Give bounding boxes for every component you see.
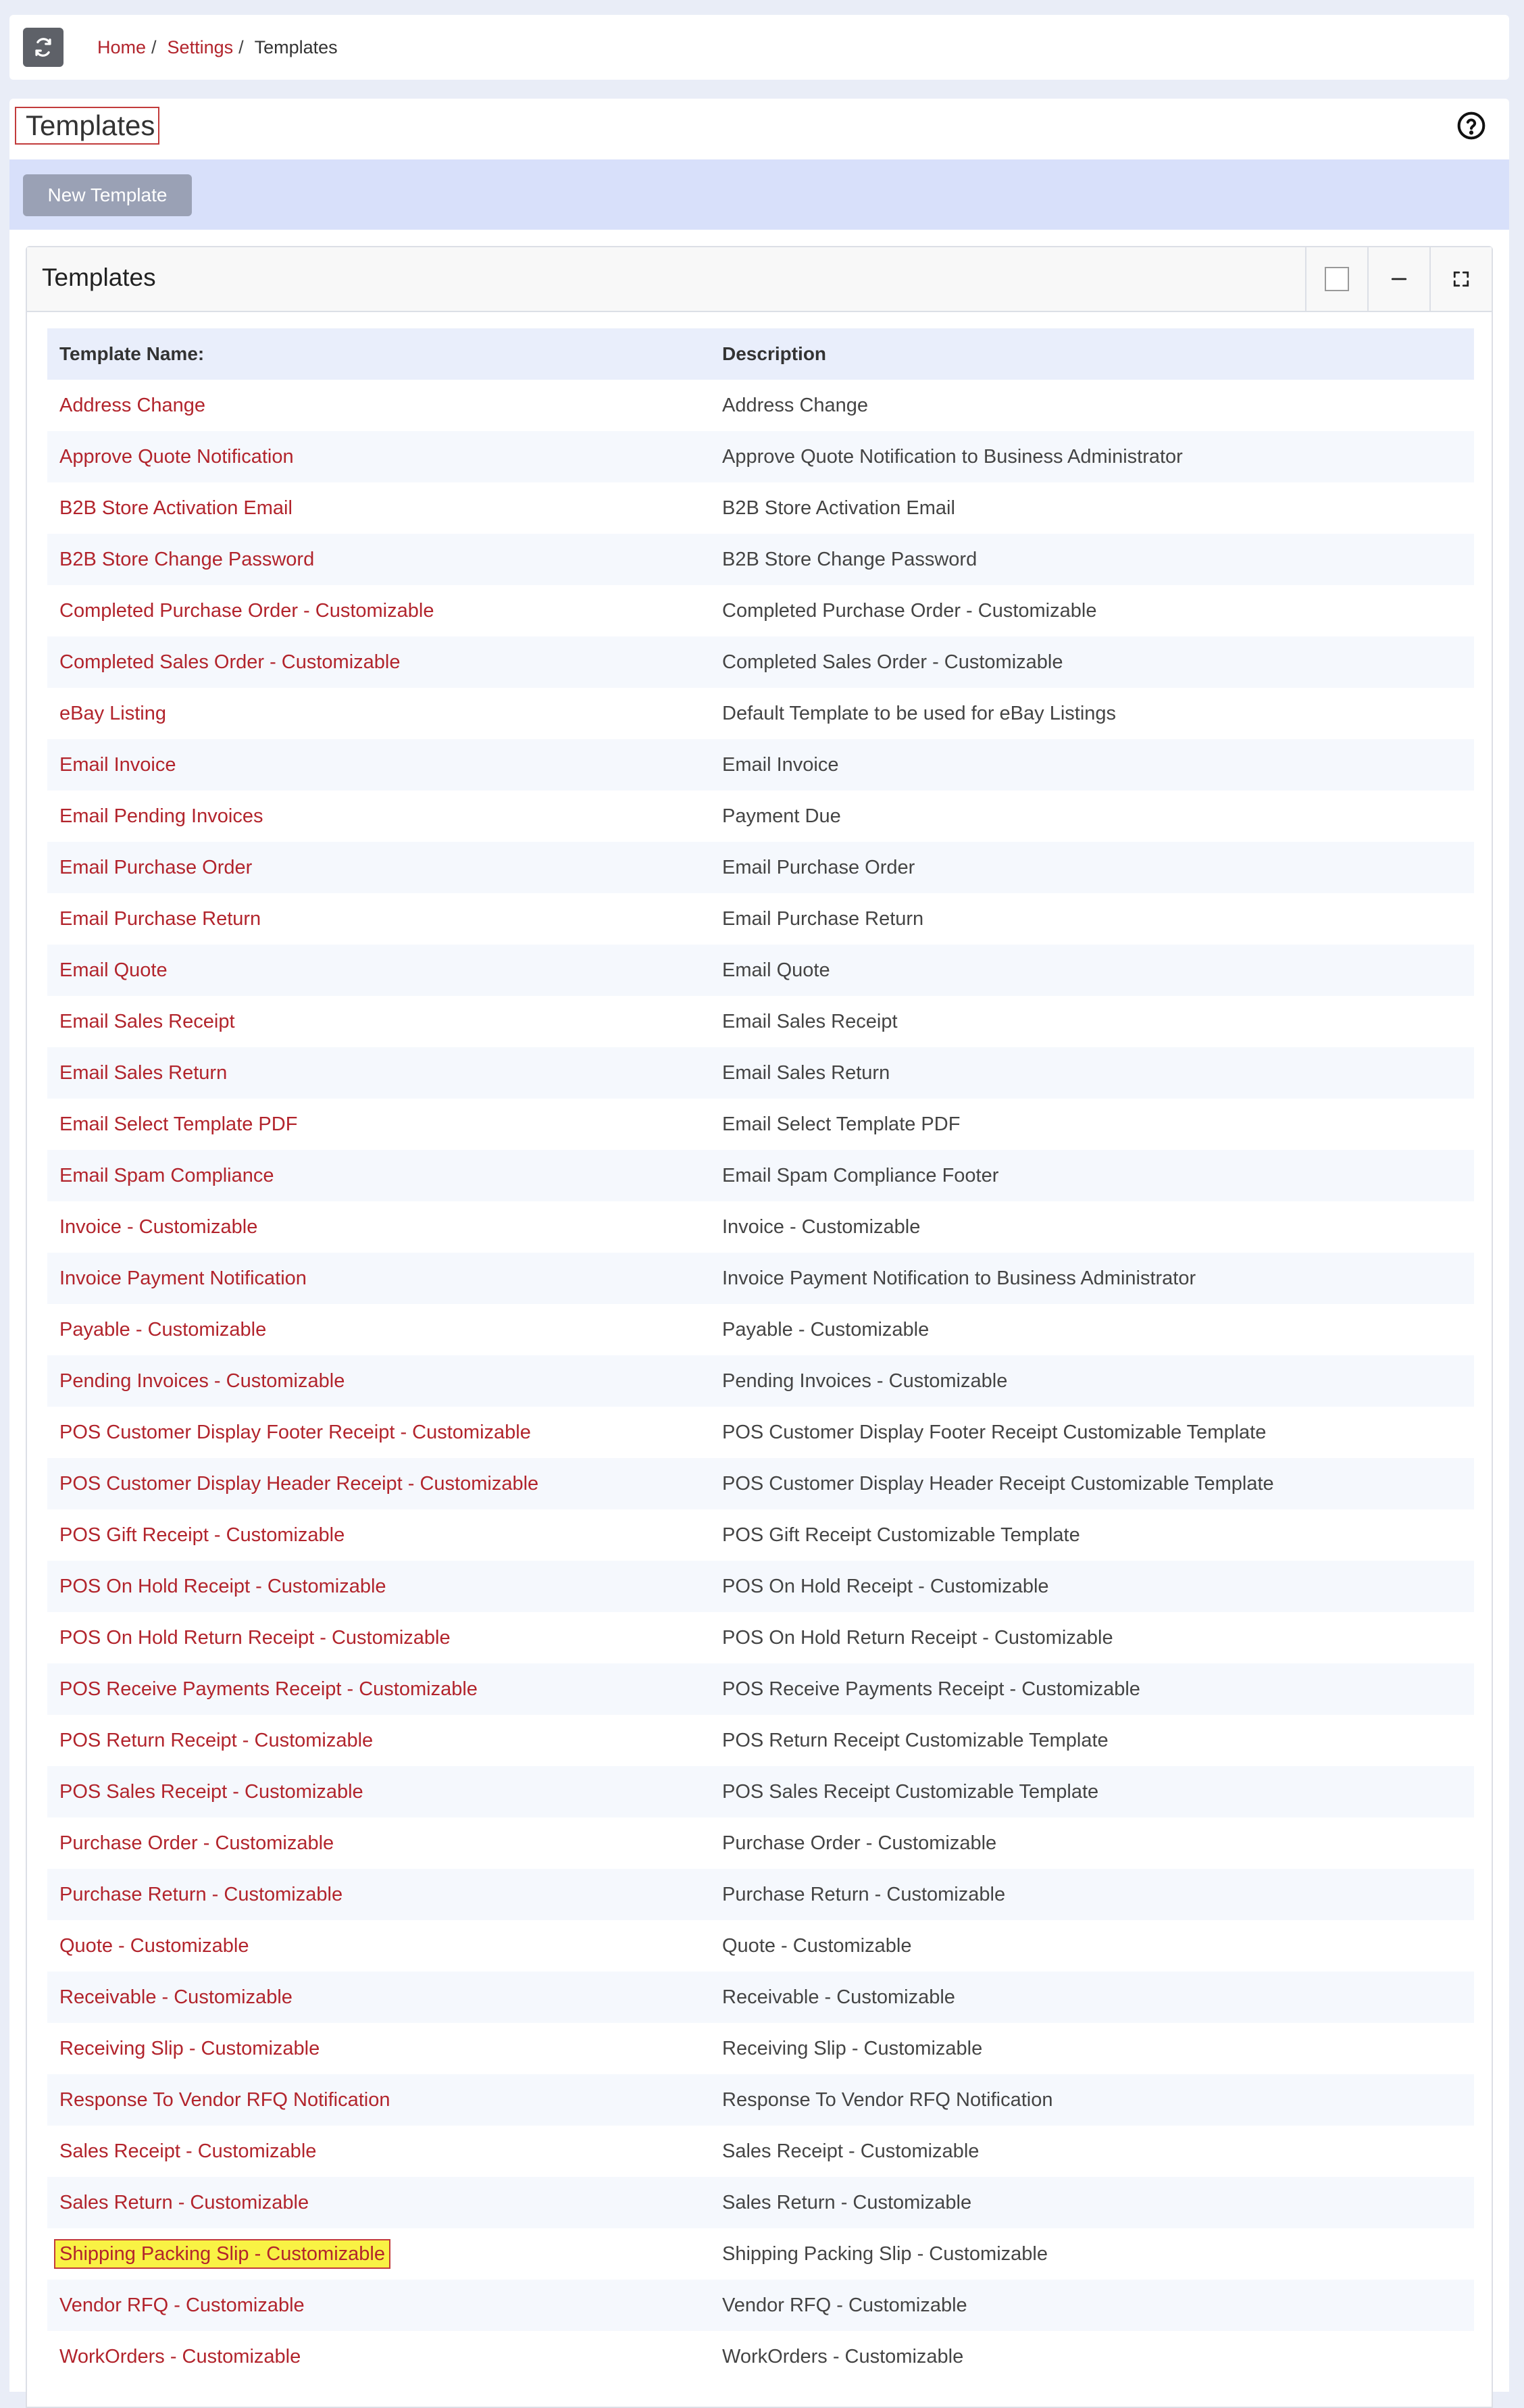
template-description-cell: Invoice Payment Notification to Business Administrator (710, 1253, 1474, 1304)
template-description-cell: POS On Hold Return Receipt - Customizable (722, 1626, 1113, 1649)
panel-header (27, 247, 1492, 312)
template-name-link[interactable]: eBay Listing (59, 702, 166, 724)
panel-select-toggle[interactable] (1305, 247, 1367, 311)
template-name-cell (47, 739, 710, 791)
template-description-cell: Quote - Customizable (722, 1934, 912, 1957)
fullscreen-icon (1452, 270, 1470, 288)
template-description-cell: POS Gift Receipt Customizable Template (722, 1524, 1080, 1546)
template-description-cell: POS Return Receipt Customizable Template (722, 1729, 1109, 1751)
table-row[interactable] (47, 1047, 1474, 1099)
table-row[interactable] (47, 2177, 1474, 2228)
template-name-cell (47, 2126, 710, 2177)
template-name-link[interactable]: POS Customer Display Footer Receipt - Customizable (59, 1421, 531, 1443)
table-row[interactable] (47, 1869, 1474, 1920)
template-description-cell: B2B Store Activation Email (722, 497, 955, 519)
table-row[interactable] (47, 1304, 1474, 1355)
template-description-cell: Payment Due (722, 805, 841, 827)
template-name-cell (47, 534, 710, 585)
template-name-link[interactable]: B2B Store Change Password (59, 548, 315, 570)
table-row[interactable] (47, 1509, 1474, 1561)
template-description-cell: Payable - Customizable (722, 1318, 930, 1340)
template-name-cell (47, 636, 710, 688)
template-name-link[interactable]: Invoice Payment Notification (59, 1267, 307, 1289)
table-row[interactable] (47, 482, 1474, 534)
table-row[interactable] (47, 431, 1474, 482)
template-name-link[interactable]: Email Purchase Order (59, 856, 253, 878)
template-description-cell: Purchase Order - Customizable (722, 1832, 997, 1854)
template-name-link[interactable]: WorkOrders - Customizable (59, 2345, 301, 2367)
table-row[interactable] (47, 585, 1474, 636)
template-description-cell: Vendor RFQ - Customizable (710, 2280, 1474, 2331)
template-description-cell: WorkOrders - Customizable (722, 2345, 964, 2367)
table-row[interactable] (47, 1407, 1474, 1458)
template-description-cell: Default Template to be used for eBay Listings (722, 702, 1117, 724)
template-name-cell (47, 380, 710, 431)
template-name-cell (47, 585, 710, 636)
templates-panel (26, 246, 1493, 2408)
template-name-cell (47, 1920, 710, 1972)
page-title: Templates (15, 107, 159, 145)
table-row[interactable] (47, 1099, 1474, 1150)
template-description-cell: Receiving Slip - Customizable (722, 2037, 983, 2059)
template-name-link[interactable]: POS Gift Receipt - Customizable (59, 1524, 345, 1546)
template-description-cell: POS On Hold Receipt - Customizable (710, 1561, 1474, 1612)
templates-table (47, 328, 1474, 2382)
template-name-link[interactable]: Sales Receipt - Customizable (59, 2140, 317, 2162)
table-row[interactable] (47, 2228, 1474, 2280)
template-description-cell: Email Quote (710, 945, 1474, 996)
template-name-link[interactable]: POS Sales Receipt - Customizable (59, 1780, 363, 1803)
template-description-cell: Sales Receipt - Customizable (722, 2140, 980, 2162)
template-name-link[interactable]: Invoice - Customizable (59, 1215, 258, 1238)
template-name-cell (47, 1663, 710, 1715)
breadcrumb-home[interactable]: Home (97, 36, 147, 57)
table-row[interactable] (47, 2126, 1474, 2177)
table-row[interactable] (47, 1920, 1474, 1972)
column-header-template-name[interactable]: Template Name: (47, 328, 710, 380)
table-row[interactable] (47, 842, 1474, 893)
table-row[interactable] (47, 1201, 1474, 1253)
breadcrumb-current: Templates (254, 36, 338, 57)
table-header-row (47, 328, 1474, 380)
table-row[interactable] (47, 996, 1474, 1047)
template-name-link[interactable]: B2B Store Activation Email (59, 497, 293, 519)
template-name-link[interactable]: Email Purchase Return (59, 907, 261, 930)
table-row[interactable] (47, 739, 1474, 791)
template-name-link[interactable]: POS Customer Display Header Receipt - Customizable (59, 1472, 539, 1495)
template-name-link[interactable]: Sales Return - Customizable (59, 2191, 309, 2213)
checkbox-icon[interactable] (1325, 267, 1349, 291)
panel-fullscreen-button[interactable] (1429, 247, 1492, 311)
template-name-cell (47, 1715, 710, 1766)
table-row[interactable] (47, 1150, 1474, 1201)
template-name-link[interactable]: Email Select Template PDF (59, 1113, 298, 1135)
template-name-cell (47, 1407, 710, 1458)
breadcrumb-separator: / (238, 36, 244, 57)
template-name-cell (47, 1304, 710, 1355)
template-name-link[interactable]: Receiving Slip - Customizable (59, 2037, 320, 2059)
help-circle-icon[interactable] (1456, 111, 1486, 141)
page-header (9, 99, 1509, 159)
template-name-cell (47, 893, 710, 945)
template-name-cell (47, 1817, 710, 1869)
template-description-cell: POS Receive Payments Receipt - Customizable (710, 1663, 1474, 1715)
panel-minimize-button[interactable] (1367, 247, 1429, 311)
table-row[interactable] (47, 2074, 1474, 2126)
template-name-link[interactable]: Shipping Packing Slip - Customizable (54, 2239, 390, 2269)
breadcrumb-settings[interactable]: Settings (167, 36, 234, 57)
template-description-cell: Approve Quote Notification to Business Administrator (710, 431, 1474, 482)
template-name-cell (47, 2228, 710, 2280)
table-row[interactable] (47, 380, 1474, 431)
template-name-link[interactable]: POS Return Receipt - Customizable (59, 1729, 374, 1751)
template-name-cell (47, 791, 710, 842)
template-description-cell: Email Purchase Order (710, 842, 1474, 893)
template-name-cell (47, 1561, 710, 1612)
panel-title: Templates (42, 264, 156, 291)
template-name-link[interactable]: Receivable - Customizable (59, 1986, 293, 2008)
template-name-cell (47, 688, 710, 739)
template-description-cell: Invoice - Customizable (722, 1215, 921, 1238)
template-name-cell (47, 1509, 710, 1561)
refresh-icon (33, 37, 53, 57)
table-row[interactable] (47, 534, 1474, 585)
breadcrumb-separator: / (151, 36, 157, 57)
template-name-cell (47, 431, 710, 482)
template-name-cell (47, 1972, 710, 2023)
template-name-link[interactable]: Email Invoice (59, 753, 176, 776)
template-name-cell (47, 1355, 710, 1407)
table-row[interactable] (47, 1253, 1474, 1304)
template-name-link[interactable]: Approve Quote Notification (59, 445, 294, 468)
template-name-link[interactable]: Purchase Order - Customizable (59, 1832, 334, 1854)
table-row[interactable] (47, 1715, 1474, 1766)
template-name-link[interactable]: POS On Hold Return Receipt - Customizable (59, 1626, 451, 1649)
template-name-link[interactable]: POS Receive Payments Receipt - Customizable (59, 1678, 478, 1700)
template-name-link[interactable]: Quote - Customizable (59, 1934, 249, 1957)
table-row[interactable] (47, 1817, 1474, 1869)
template-name-cell (47, 2074, 710, 2126)
table-row[interactable] (47, 1355, 1474, 1407)
template-name-link[interactable]: Completed Sales Order - Customizable (59, 651, 401, 673)
template-description-cell: Purchase Return - Customizable (710, 1869, 1474, 1920)
template-description-cell: Shipping Packing Slip - Customizable (722, 2242, 1048, 2265)
table-row[interactable] (47, 1561, 1474, 1612)
template-name-cell (47, 2331, 710, 2382)
template-description-cell: Email Sales Return (710, 1047, 1474, 1099)
table-row[interactable] (47, 1612, 1474, 1663)
table-row[interactable] (47, 2331, 1474, 2382)
template-description-cell: Email Purchase Return (722, 907, 924, 930)
template-name-cell (47, 1047, 710, 1099)
template-name-cell (47, 996, 710, 1047)
table-row[interactable] (47, 2023, 1474, 2074)
table-row[interactable] (47, 1663, 1474, 1715)
refresh-button[interactable] (23, 28, 63, 67)
template-name-link[interactable]: Vendor RFQ - Customizable (59, 2294, 305, 2316)
table-row[interactable] (47, 1972, 1474, 2023)
template-name-link[interactable]: Email Quote (59, 959, 168, 981)
template-name-cell (47, 2280, 710, 2331)
template-name-link[interactable]: Email Spam Compliance (59, 1164, 274, 1186)
table-row[interactable] (47, 1766, 1474, 1817)
template-name-cell (47, 1458, 710, 1509)
table-row[interactable] (47, 636, 1474, 688)
panel-tools (1305, 247, 1492, 311)
template-description-cell: Email Spam Compliance Footer (710, 1150, 1474, 1201)
template-name-cell (47, 1201, 710, 1253)
template-description-cell: Response To Vendor RFQ Notification (710, 2074, 1474, 2126)
template-name-cell (47, 1869, 710, 1920)
template-description-cell: Completed Purchase Order - Customizable (722, 599, 1097, 622)
template-description-cell: Completed Sales Order - Customizable (710, 636, 1474, 688)
table-row[interactable] (47, 945, 1474, 996)
template-description-cell: Address Change (722, 394, 869, 416)
template-description-cell: Email Invoice (710, 739, 1474, 791)
breadcrumb (97, 37, 338, 58)
template-description-cell: Email Select Template PDF (722, 1113, 961, 1135)
template-name-cell (47, 1099, 710, 1150)
table-row[interactable] (47, 688, 1474, 739)
template-name-link[interactable]: Address Change (59, 394, 206, 416)
template-description-cell: POS Customer Display Footer Receipt Customizable Template (722, 1421, 1267, 1443)
template-name-cell (47, 1253, 710, 1304)
template-name-link[interactable]: Pending Invoices - Customizable (59, 1370, 345, 1392)
template-name-cell (47, 1150, 710, 1201)
table-row[interactable] (47, 1458, 1474, 1509)
table-row[interactable] (47, 2280, 1474, 2331)
new-template-button[interactable]: New Template (23, 174, 192, 216)
template-description-cell: Pending Invoices - Customizable (710, 1355, 1474, 1407)
template-description-cell: B2B Store Change Password (710, 534, 1474, 585)
template-name-cell (47, 1612, 710, 1663)
template-name-link[interactable]: Email Pending Invoices (59, 805, 263, 827)
column-header-description[interactable]: Description (710, 328, 1474, 380)
template-name-cell (47, 842, 710, 893)
template-name-cell (47, 2177, 710, 2228)
template-name-link[interactable]: Purchase Return - Customizable (59, 1883, 343, 1905)
template-name-cell (47, 1766, 710, 1817)
template-name-link[interactable]: Completed Purchase Order - Customizable (59, 599, 434, 622)
table-row[interactable] (47, 893, 1474, 945)
template-name-cell (47, 482, 710, 534)
template-name-link[interactable]: Payable - Customizable (59, 1318, 267, 1340)
template-description-cell: Receivable - Customizable (710, 1972, 1474, 2023)
template-description-cell: POS Customer Display Header Receipt Customizable Template (710, 1458, 1474, 1509)
template-name-cell (47, 2023, 710, 2074)
template-description-cell: Sales Return - Customizable (710, 2177, 1474, 2228)
table-body (47, 380, 1474, 2382)
template-name-link[interactable]: Response To Vendor RFQ Notification (59, 2088, 390, 2111)
action-bar (9, 159, 1509, 230)
table-row[interactable] (47, 791, 1474, 842)
template-description-cell: POS Sales Receipt Customizable Template (710, 1766, 1474, 1817)
top-bar (9, 15, 1509, 80)
template-name-link[interactable]: Email Sales Receipt (59, 1010, 235, 1032)
template-name-link[interactable]: POS On Hold Receipt - Customizable (59, 1575, 386, 1597)
template-name-cell (47, 945, 710, 996)
template-description-cell: Email Sales Receipt (722, 1010, 898, 1032)
minimize-icon (1390, 270, 1408, 288)
template-name-link[interactable]: Email Sales Return (59, 1061, 228, 1084)
